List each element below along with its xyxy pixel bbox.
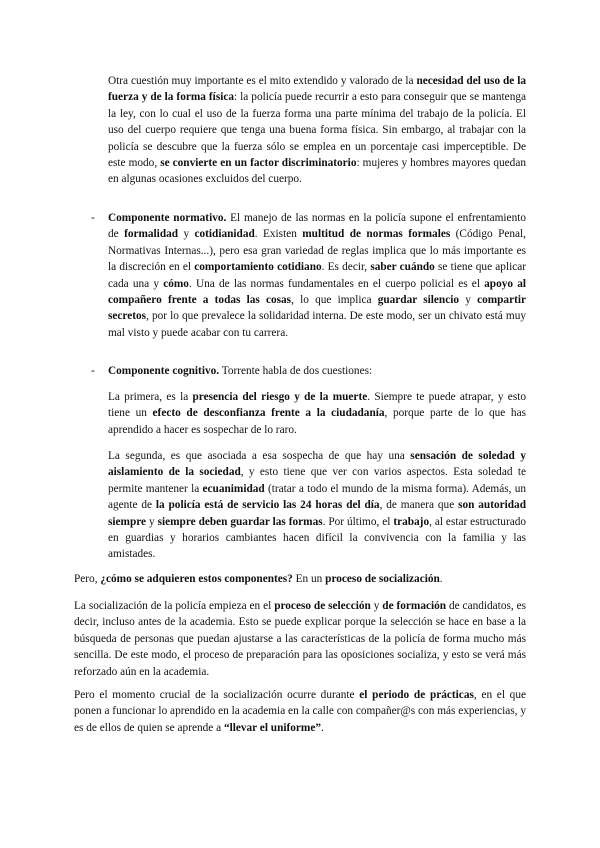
bold-text-run: siempre deben guardar las formas	[157, 515, 323, 528]
bold-text-run: “llevar el uniforme”	[223, 721, 321, 734]
bold-text-run: ¿cómo se adquieren estos componentes?	[100, 573, 293, 585]
text-run: . Por último, el	[322, 515, 394, 528]
bold-text-run: proceso de selección	[274, 600, 371, 612]
text-run: y	[178, 228, 195, 241]
text-run: Pero el momento crucial de la socialización ocurre durante	[74, 689, 360, 701]
paragraph-pregunta-socializacion	[74, 571, 526, 587]
text-run: .	[321, 721, 324, 734]
bold-text-run: de formación	[382, 600, 447, 612]
bold-text-run: proceso de socialización	[325, 573, 440, 585]
text-run: de candidatos, es decir, incluso antes de la academia. Esto se puede explicar porque la selección se hace en base a la búsqueda de personas que puedan ajustarse a las características de la policía de forma mucho más sencilla. De este modo, el proceso de preparación para las oposiciones socializa, y esto se verá más reforzado aún en la academia.	[74, 600, 527, 678]
bullet-dash: -	[91, 212, 95, 224]
bold-text-run: trabajo	[393, 515, 430, 528]
text-run: : la policía puede recurrir a esto para conseguir que se mantenga la ley, con lo cual el uso de la fuerza forma una parte mínima del trabajo de la policía. El uso del cuerpo requiere que tenga una buena forma física. Sin embargo, al trabajar con la policía se descubre que la fuerza sólo se emplea en un porcentaje casi imperceptible. De este modo,	[108, 91, 527, 170]
bold-text-run: compartir secretos	[108, 294, 527, 323]
paragraph-fuerza-fisica	[108, 73, 526, 188]
text-run: . Es decir,	[321, 261, 371, 274]
bold-text-run: presencia del riesgo y de la muerte	[192, 391, 368, 403]
bold-text-run: sensación de soledad y aislamiento de la sociedad	[108, 450, 527, 479]
text-run: . Existen	[254, 228, 303, 241]
text-run: La socialización de la policía empieza en el	[74, 600, 275, 612]
text-run: La segunda, es que asociada a esa sospecha de que hay una	[108, 450, 411, 462]
bold-text-run: la policía está de servicio las 24 horas del día	[155, 499, 380, 512]
text-run: El manejo de las normas en la policía supone el enfrentamiento de	[108, 212, 527, 241]
paragraph-componente-cognitivo	[108, 363, 526, 379]
text-run: , al estar estructurado en guardias y horarios cambiantes hacen difícil la convivencia con la familia y las amistades.	[108, 515, 527, 561]
paragraph-primera-cuestion	[108, 389, 526, 438]
paragraph-periodo-practicas	[74, 687, 526, 736]
bold-text-run: guardar silencio	[377, 294, 460, 307]
paragraph-proceso-seleccion	[74, 598, 526, 680]
text-run: (tratar a todo el mundo de la misma forma). Además, un agente de	[108, 482, 526, 512]
text-run: se tiene que aplicar cada una y	[108, 261, 527, 290]
text-run: : mujeres y hombres mayores quedan en algunas ocasiones excluidos del cuerpo.	[108, 157, 526, 186]
bold-text-run: comportamiento cotidiano	[194, 261, 322, 274]
bold-text-run: cómo	[163, 277, 189, 290]
text-run: . Siempre te puede atrapar, y esto tiene un	[108, 391, 526, 420]
text-run: Pero,	[74, 573, 101, 585]
paragraph-componente-normativo	[108, 210, 526, 341]
bold-text-run: apoyo al compañero frente a todas las cosas	[108, 277, 527, 307]
bold-text-run: ecuanimidad	[202, 482, 265, 495]
text-run: , y esto tiene que ver con varios aspectos. Esta soledad te permite mantener la	[108, 466, 526, 495]
bold-text-run: multitud de normas formales	[302, 228, 451, 241]
text-run: y	[146, 515, 158, 528]
text-run: La primera, es la	[108, 391, 193, 403]
bold-text-run: efecto de desconfianza frente a la ciudadanía	[152, 407, 385, 420]
text-run: Torrente habla de dos cuestiones:	[219, 365, 373, 377]
text-run: , de manera que	[379, 499, 459, 512]
text-run: En un	[292, 573, 326, 585]
bullet-dash: -	[91, 365, 95, 377]
text-run: . Una de las normas fundamentales en el cuerpo policial es el	[188, 277, 485, 290]
text-run: Otra cuestión muy importante es el mito extendido y valorado de la	[108, 75, 417, 87]
paragraph-segunda-cuestion	[108, 448, 526, 563]
bold-text-run: se convierte en un factor discriminatorio	[160, 157, 357, 170]
bold-text-run: necesidad del uso de la fuerza y de la forma física	[108, 75, 527, 104]
bold-text-run: el periodo de prácticas	[359, 689, 474, 701]
text-run: , por lo que prevalece la solidaridad interna. De este modo, ser un chivato está muy mal visto y puede acabar con tu carrera.	[108, 310, 526, 339]
text-run: y	[370, 600, 383, 612]
text-run: .	[439, 573, 443, 585]
text-run: , porque parte de lo que has aprendido a hacer es sospechar de lo raro.	[108, 407, 526, 436]
bold-text-run: Componente normativo.	[108, 212, 227, 224]
text-run: , lo que implica	[291, 294, 378, 307]
text-run: (Código Penal, Normativas Internas...), pero esa gran variedad de reglas implica que lo más importante es la discreción en el	[108, 228, 526, 274]
bold-text-run: Componente cognitivo.	[108, 365, 220, 377]
bold-text-run: saber cuándo	[370, 261, 435, 274]
text-run: , en el que ponen a funcionar lo aprendido en la academia en la calle con compañer@s con más experiencias, y es de ellos de quien se aprende a	[74, 689, 526, 734]
text-run: y	[459, 294, 478, 307]
bold-text-run: formalidad	[124, 228, 179, 241]
bold-text-run: cotidianidad	[194, 228, 255, 241]
bold-text-run: son autoridad siempre	[108, 499, 526, 528]
